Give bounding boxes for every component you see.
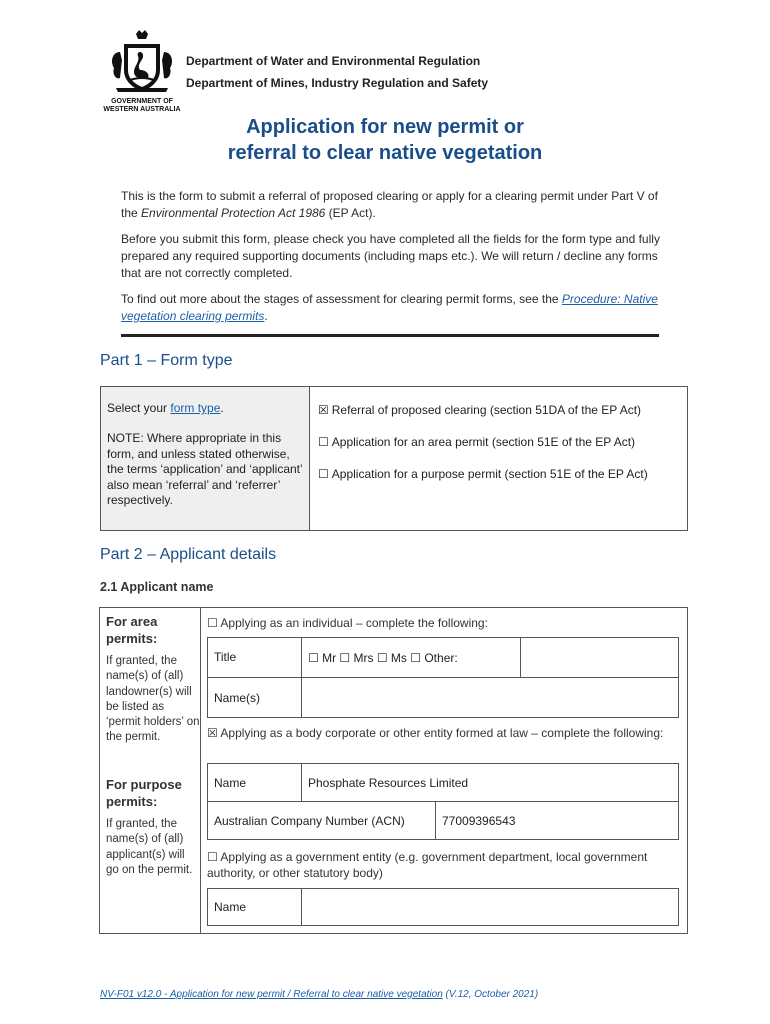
applicant-guidance [100,608,201,933]
crest-label-line1: GOVERNMENT OF [111,98,173,105]
select-form-type-label [107,401,224,415]
ep-act-title: Environmental Protection Act 1986 [141,206,326,220]
option-purpose-permit[interactable] [318,467,648,481]
acn-label: Australian Company Number (ACN) [214,813,405,828]
applicant-name-table [99,607,688,934]
form-type-table [100,386,688,531]
part2-heading: Part 2 – Applicant details [100,546,277,563]
option-referral-label: Referral of proposed clearing (section 51DA of the EP Act) [331,403,642,417]
footer-version: (V.12, October 2021) [442,989,539,1000]
terms-note: NOTE: Where appropriate in this form, and unless stated otherwise, the terms ‘application’ and ‘applicant’ also mean ‘referral’ and ‘referrer’ respectively. [107,431,303,507]
document-footer [100,989,538,1000]
coat-of-arms-icon [106,30,178,96]
form-title-line2: referral to clear native vegetation [227,142,543,164]
department-name-water: Department of Water and Environmental Regulation [186,54,481,68]
checkbox-unchecked-icon[interactable]: ☐ [318,467,329,481]
footer-link[interactable]: NV-F01 v12.0 - Application for new permit / Referral to clear native vegetation [100,989,443,1000]
name-label: Name [214,775,247,790]
names-field[interactable] [301,677,679,718]
intro-p1-suffix: (EP Act). [325,206,376,220]
checkbox-checked-icon[interactable]: ☒ [318,403,329,417]
purpose-permits-text: If granted, the name(s) of (all) applicant(s) will go on the permit. [106,818,193,876]
part1-heading: Part 1 – Form type [100,352,233,369]
crest-label [100,98,184,114]
names-label-cell [207,677,302,718]
option-referral[interactable] [318,403,641,417]
government-entity-option[interactable]: ☐ Applying as a government entity (e.g. government department, local government authority, or other statutory body) [207,850,648,880]
names-label: Name(s) [214,690,261,705]
option-area-permit[interactable] [318,435,635,449]
area-permits-heading: For area permits: [106,614,158,646]
option-area-permit-label: Application for an area permit (section 51E of the EP Act) [331,435,636,449]
option-purpose-permit-label: Application for a purpose permit (section 51E of the EP Act) [331,467,648,481]
intro-paragraph-1 [121,188,661,222]
gov-name-field[interactable] [301,888,679,926]
intro-p3-text: To find out more about the stages of assessment for clearing permit forms, see the [121,292,562,306]
wa-government-crest [100,30,184,116]
title-label: Title [214,650,237,664]
section-divider [121,334,659,337]
individual-option[interactable]: ☐ Applying as an individual – complete the following: [207,616,488,630]
gov-name-label: Name [214,900,247,914]
company-name-value: Phosphate Resources Limited [308,775,469,790]
title-options[interactable] [301,637,521,678]
intro-p1-text: This is the form to submit a referral of proposed clearing or apply for a clearing permit under Part V of the [121,189,658,220]
acn-label-cell [207,801,436,840]
department-name-mines: Department of Mines, Industry Regulation and Safety [186,76,489,90]
acn-field[interactable] [435,801,679,840]
select-suffix: . [220,401,224,415]
intro-paragraph-3 [121,291,661,325]
title-options-text: ☐ Mr ☐ Mrs ☐ Ms ☐ Other: [308,650,458,665]
intro-p3-suffix: . [264,309,268,323]
form-title-line1: Application for new permit or [246,116,524,138]
acn-value: 77009396543 [442,813,516,828]
form-type-instructions [101,387,310,530]
body-corporate-option[interactable]: ☒ Applying as a body corporate or other entity formed at law – complete the following: [207,726,664,740]
crest-label-line2: WESTERN AUSTRALIA [103,106,181,113]
applicant-name-heading: 2.1 Applicant name [100,580,214,594]
select-text: Select your [107,401,171,415]
title-other-field[interactable] [520,637,679,678]
gov-name-label-cell [207,888,302,926]
company-name-field[interactable] [301,763,679,802]
checkbox-unchecked-icon[interactable]: ☐ [318,435,329,449]
procedure-link[interactable]: Procedure: Native vegetation clearing permits [121,292,658,323]
form-type-link[interactable]: form type [170,401,221,415]
purpose-permits-heading: For purpose permits: [106,777,182,809]
name-label-cell [207,763,302,802]
title-label-cell [207,637,302,678]
intro-paragraph-2: Before you submit this form, please check you have completed all the fields for the form type and fully prepared any required supporting documents (including maps etc.). We will return / decline any forms that are not correctly completed. [121,232,660,280]
area-permits-text: If granted, the name(s) of (all) landowner(s) will be listed as ‘permit holders’ on the permit. [106,655,200,744]
